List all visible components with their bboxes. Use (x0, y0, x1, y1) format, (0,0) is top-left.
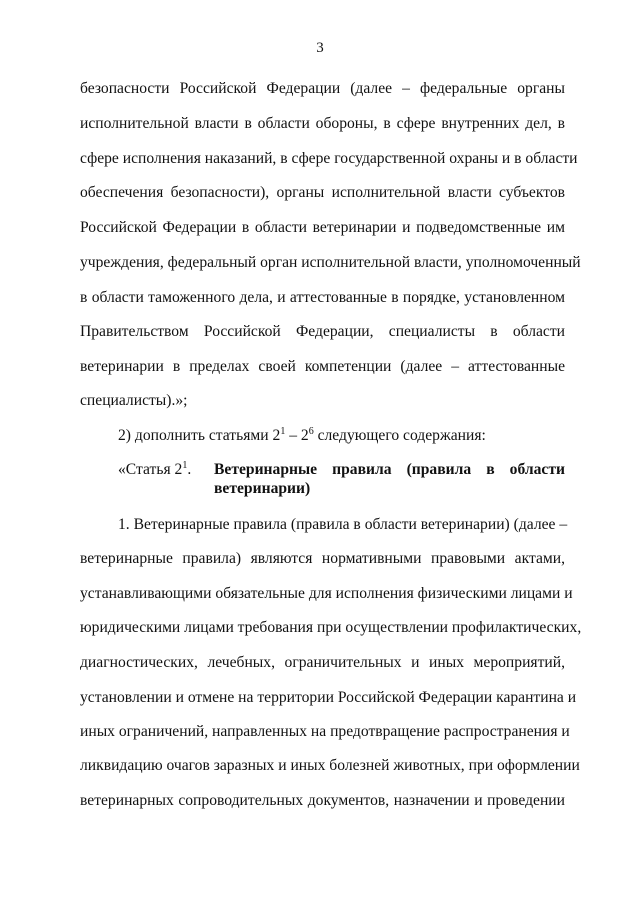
text-line: установлении и отмене на территории Российской Федерации карантина и (80, 689, 577, 706)
article-title-cont: ветеринарии) (214, 480, 311, 497)
item2-middle: – 2 (285, 427, 309, 444)
article-label (118, 460, 191, 480)
item2-sup-start: 1 (280, 426, 286, 437)
text-line: ветеринарии в пределах своей компетенции (далее – аттестованные (80, 358, 565, 375)
text-line: иных ограничений, направленных на предотвращение распространения и (80, 723, 570, 740)
text-line: устанавливающими обязательные для исполнения физическими лицами и (80, 585, 573, 602)
text-line: в области таможенного дела, и аттестованные в порядке, установленном (80, 289, 565, 306)
item2-prefix: 2) дополнить статьями 2 (118, 427, 281, 444)
article-label-sup: 1 (182, 460, 188, 471)
amendment-item-2 (118, 426, 565, 446)
text-line: Правительством Российской Федерации, специалисты в области (80, 323, 565, 340)
text-line: сфере исполнения наказаний, в сфере государственной охраны и в области (80, 150, 578, 167)
text-line: специалисты).»; (80, 392, 188, 409)
text-line: юридическими лицами требования при осуществлении профилактических, (80, 619, 582, 636)
item2-suffix: следующего содержания: (313, 427, 486, 444)
text-line: ликвидацию очагов заразных и иных болезней животных, при оформлении (80, 757, 580, 774)
text-line: учреждения, федеральный орган исполнительной власти, уполномоченный (80, 254, 581, 271)
article-title: Ветеринарные правила (правила в области (214, 461, 565, 478)
text-line: ветеринарные правила) являются нормативными правовыми актами, (80, 550, 565, 567)
text-line: диагностических, лечебных, ограничительных и иных мероприятий, (80, 654, 565, 671)
text-line: исполнительной власти в области обороны, в сфере внутренних дел, в (80, 115, 565, 132)
article-label-prefix: «Статья 2 (118, 461, 183, 478)
text-line: Российской Федерации в области ветеринарии и подведомственные им (80, 219, 565, 236)
text-line: обеспечения безопасности), органы исполнительной власти субъектов (80, 184, 565, 201)
page-number: 3 (316, 40, 324, 56)
text-line: безопасности Российской Федерации (далее – федеральные органы (80, 80, 565, 97)
article-label-suffix: . (187, 461, 192, 478)
text-line: ветеринарных сопроводительных документов, назначении и проведении (80, 792, 565, 809)
text-line: 1. Ветеринарные правила (правила в области ветеринарии) (далее – (118, 516, 568, 533)
item2-sup-end: 6 (308, 426, 314, 437)
